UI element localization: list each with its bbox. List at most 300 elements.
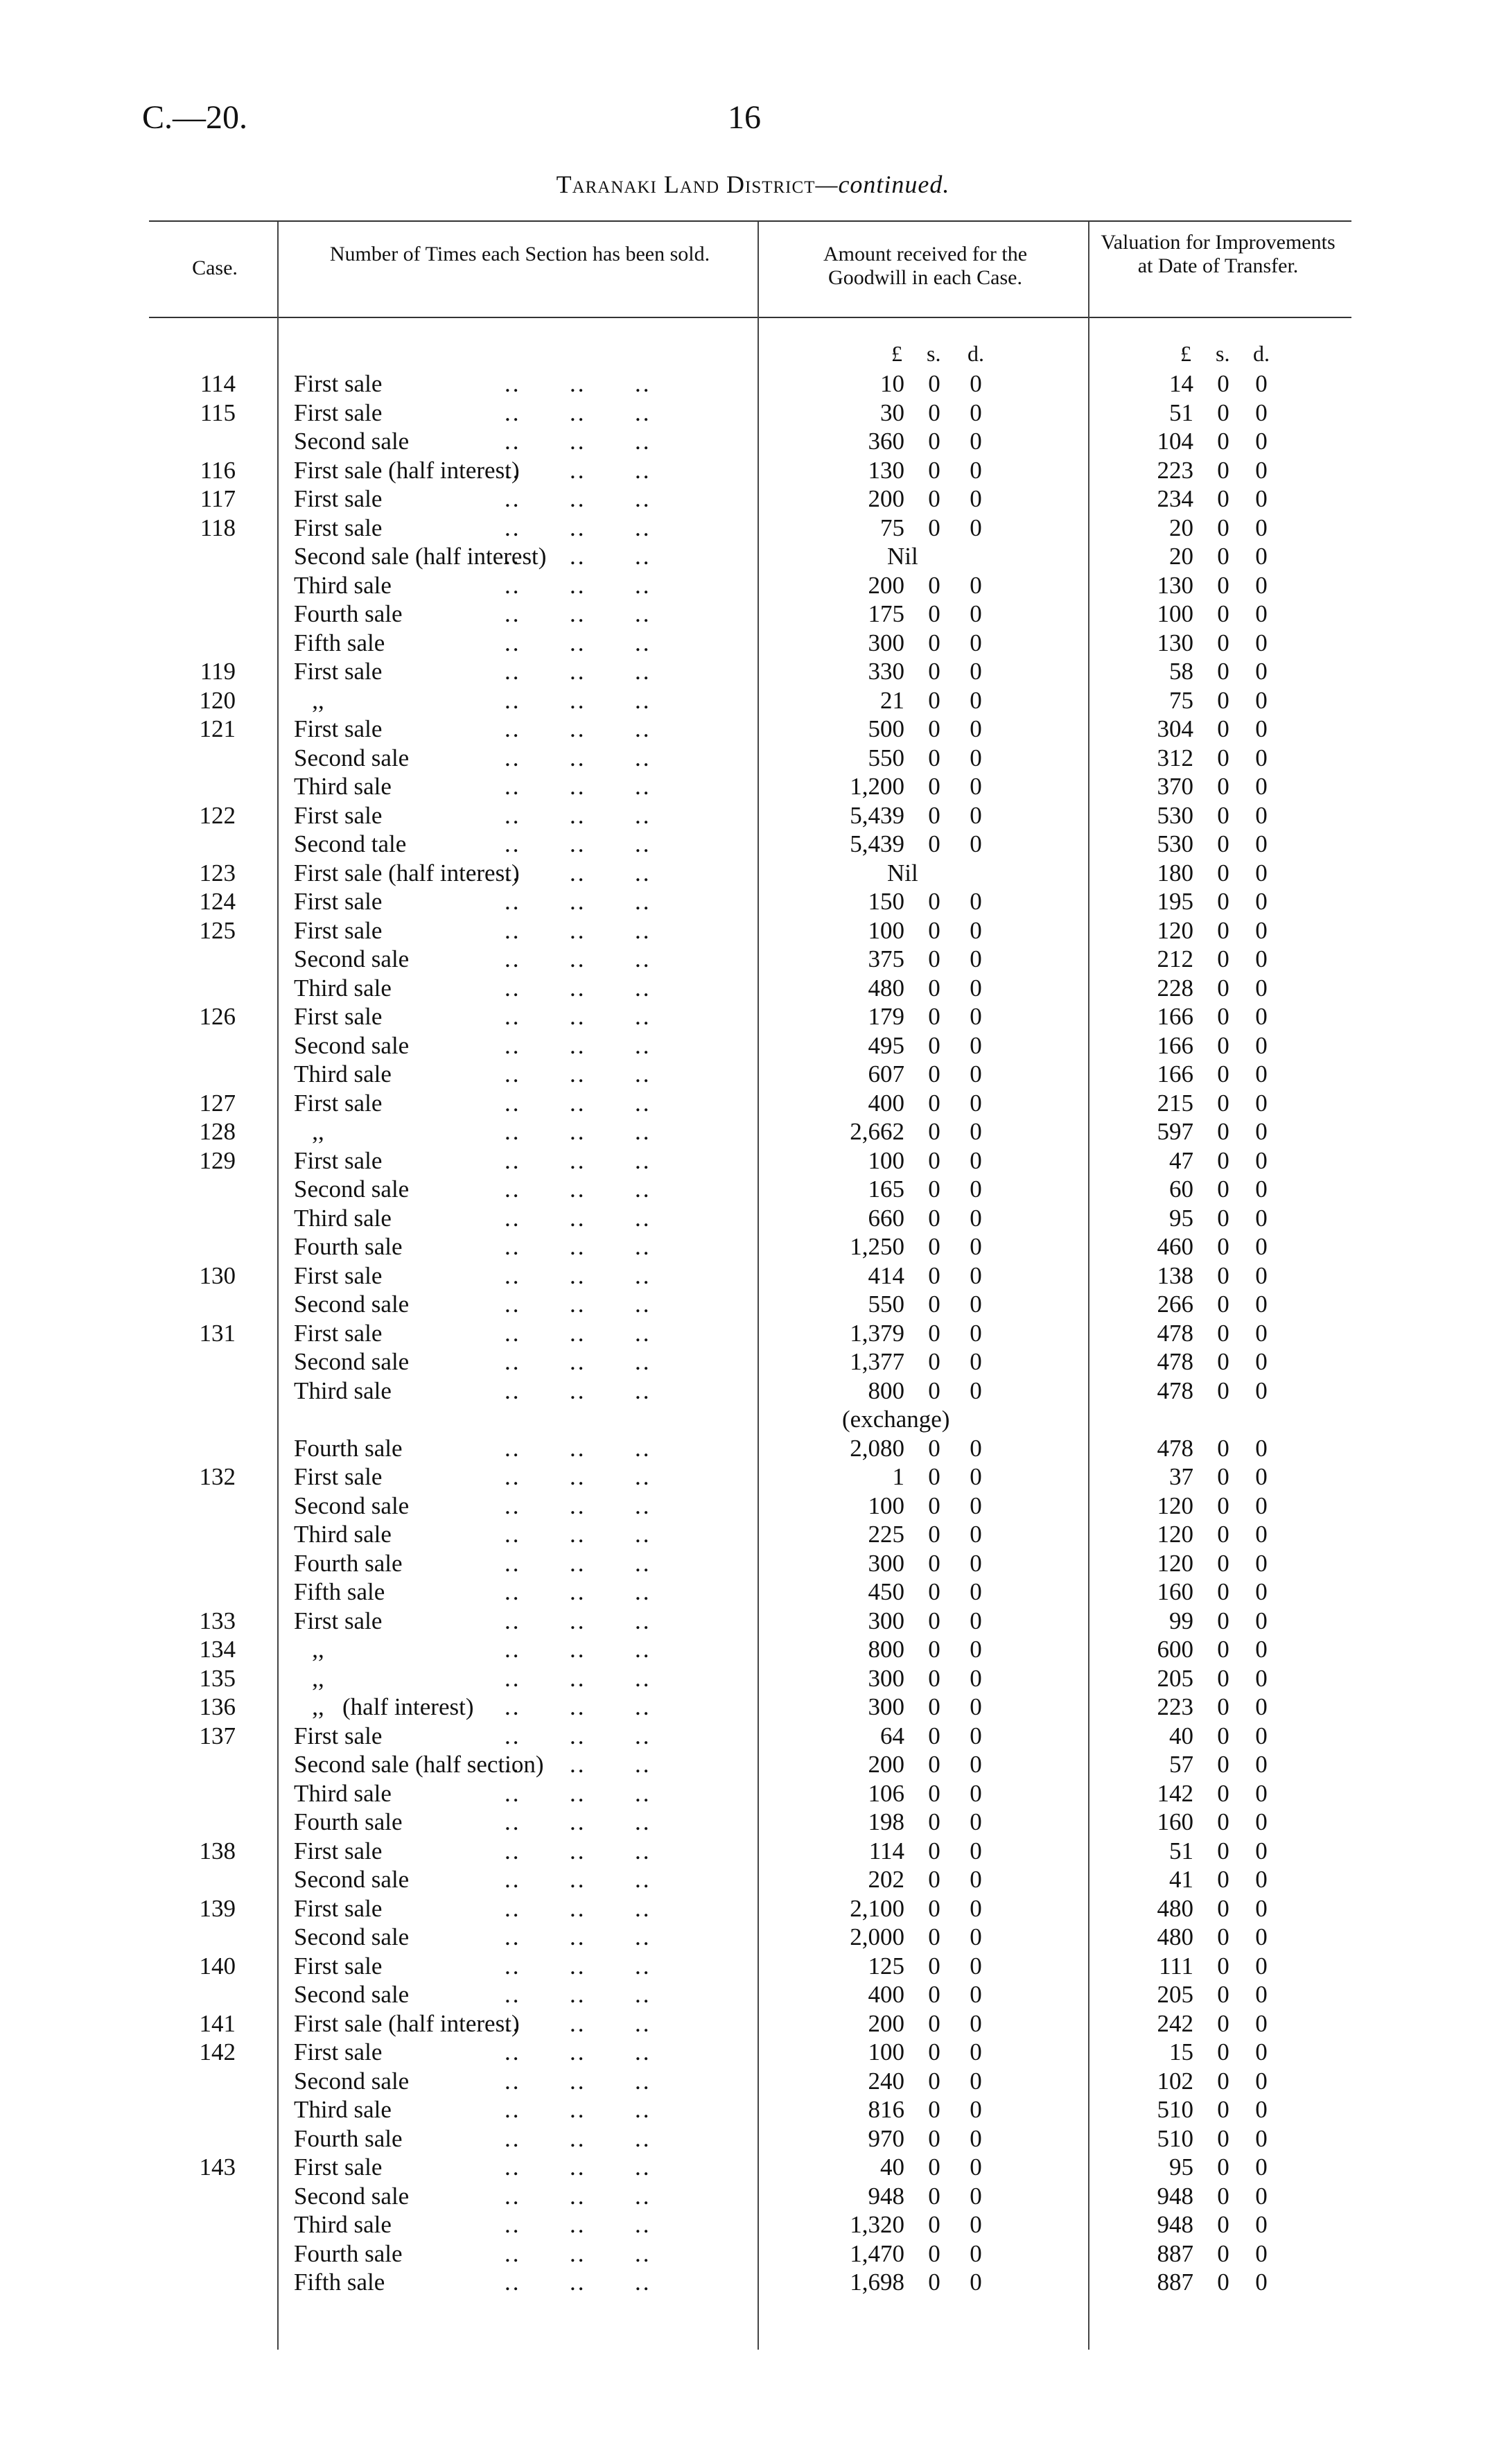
table-row	[0, 1204, 1506, 1233]
valuation-shillings: 0	[1217, 1923, 1229, 1950]
table-row	[0, 916, 1506, 945]
case-number: 130	[199, 1261, 236, 1289]
sale-description: First sale	[294, 1319, 383, 1347]
valuation-shillings: 0	[1217, 974, 1229, 1002]
table-row	[0, 2067, 1506, 2096]
sale-description: Second sale	[294, 1291, 410, 1318]
table-row	[0, 1492, 1506, 1521]
goodwill-shillings: 0	[928, 428, 940, 455]
leader-dots	[505, 1089, 651, 1118]
goodwill-shillings: 0	[928, 1291, 940, 1318]
valuation-pence: 0	[1255, 1146, 1268, 1174]
case-number: 117	[200, 485, 236, 512]
valuation-pounds: 160	[1157, 1578, 1193, 1605]
valuation-pounds: 51	[1169, 1837, 1193, 1864]
goodwill-pounds: 114	[868, 1837, 904, 1864]
goodwill-pounds: 10	[880, 370, 904, 397]
goodwill-pence: 0	[970, 1031, 982, 1059]
goodwill-shillings: 0	[928, 2211, 940, 2238]
sale-description: Second sale	[294, 428, 410, 455]
valuation-shillings: 0	[1217, 1521, 1229, 1548]
goodwill-shillings: 0	[928, 1779, 940, 1807]
goodwill-pence: 0	[970, 1607, 982, 1634]
goodwill-shillings: 0	[928, 686, 940, 714]
valuation-pence: 0	[1255, 1952, 1268, 1980]
valuation-shillings: 0	[1217, 945, 1229, 972]
goodwill-shillings: 0	[928, 1952, 940, 1980]
valuation-shillings: 0	[1217, 1031, 1229, 1059]
valuation-pence: 0	[1255, 974, 1268, 1002]
valuation-pounds: 223	[1157, 456, 1193, 484]
table-row	[0, 542, 1506, 571]
goodwill-shillings: 0	[928, 1176, 940, 1203]
leader-dots	[505, 1520, 651, 1549]
sale-description: Third sale	[294, 2211, 392, 2238]
sale-description: Third sale	[294, 974, 392, 1002]
valuation-pence: 0	[1255, 1003, 1268, 1030]
valuation-pounds: 312	[1157, 744, 1193, 771]
leader-dots	[505, 715, 651, 744]
sale-description: First sale	[294, 1607, 383, 1634]
goodwill-pounds: 1,200	[850, 773, 904, 800]
goodwill-pence: 0	[970, 2239, 982, 2267]
valuation-pence: 0	[1255, 773, 1268, 800]
valuation-pence: 0	[1255, 1636, 1268, 1663]
case-number: 126	[199, 1003, 236, 1030]
valuation-pounds: 510	[1157, 2124, 1193, 2152]
valuation-shillings: 0	[1217, 1578, 1229, 1605]
goodwill-pounds: 40	[880, 2153, 904, 2181]
goodwill-pence: 0	[970, 1291, 982, 1318]
valuation-shillings: 0	[1217, 1118, 1229, 1145]
col-head-times-sold: Number of Times each Section has been sold.	[329, 243, 710, 265]
goodwill-pence: 0	[970, 1808, 982, 1835]
case-number: 119	[200, 658, 236, 685]
valuation-pence: 0	[1255, 514, 1268, 541]
goodwill-shillings: 0	[928, 2239, 940, 2267]
goodwill-pounds: 30	[880, 399, 904, 426]
sale-description: First sale	[294, 2153, 383, 2181]
valuation-pounds: 58	[1169, 658, 1193, 685]
goodwill-pence: 0	[970, 1981, 982, 2008]
sale-description: Fourth sale	[294, 2124, 403, 2152]
sale-description: First sale (half interest)	[294, 456, 520, 484]
goodwill-pounds: 948	[868, 2182, 904, 2210]
sale-description: Fourth sale	[294, 1808, 403, 1835]
goodwill-pounds: 550	[868, 1291, 904, 1318]
valuation-shillings: 0	[1217, 2182, 1229, 2210]
goodwill-pounds: (exchange)	[842, 1406, 950, 1433]
valuation-pounds: 37	[1169, 1463, 1193, 1490]
table-row	[0, 1060, 1506, 1089]
valuation-pence: 0	[1255, 2153, 1268, 2181]
goodwill-shillings: 0	[928, 916, 940, 944]
goodwill-pounds: 495	[868, 1031, 904, 1059]
table-row	[0, 399, 1506, 428]
valuation-pounds: 166	[1157, 1031, 1193, 1059]
table-row	[0, 2239, 1506, 2269]
table-row	[0, 1377, 1506, 1406]
table-row	[0, 484, 1506, 514]
valuation-pence: 0	[1255, 1319, 1268, 1347]
valuation-pounds: 14	[1169, 370, 1193, 397]
valuation-shillings: 0	[1217, 2009, 1229, 2037]
leader-dots	[505, 1980, 651, 2009]
sale-description: Second sale	[294, 1981, 410, 2008]
valuation-pence: 0	[1255, 543, 1268, 570]
goodwill-pounds: 200	[868, 1751, 904, 1778]
valuation-pounds: 104	[1157, 428, 1193, 455]
case-number: 137	[199, 1722, 236, 1749]
sale-description: Fifth sale	[294, 629, 385, 656]
goodwill-pence: 0	[970, 2153, 982, 2181]
goodwill-pence: 0	[970, 1146, 982, 1174]
valuation-shillings: 0	[1217, 2124, 1229, 2152]
leader-dots	[505, 2239, 651, 2269]
goodwill-pence: 0	[970, 1434, 982, 1462]
goodwill-pence: 0	[970, 1261, 982, 1289]
valuation-pence: 0	[1255, 600, 1268, 627]
valuation-pence: 0	[1255, 1779, 1268, 1807]
valuation-pounds: 57	[1169, 1751, 1193, 1778]
goodwill-pence: 0	[970, 1060, 982, 1087]
table-row	[0, 1894, 1506, 1923]
leader-dots	[505, 1664, 651, 1693]
goodwill-pence: 0	[970, 1722, 982, 1749]
goodwill-pence: 0	[970, 1837, 982, 1864]
goodwill-pounds: 100	[868, 1146, 904, 1174]
sale-description: First sale	[294, 715, 383, 742]
sale-description: Second sale	[294, 1492, 410, 1519]
valuation-shillings: 0	[1217, 744, 1229, 771]
valuation-pounds: 51	[1169, 399, 1193, 426]
valuation-pounds: 530	[1157, 801, 1193, 829]
table-row	[0, 744, 1506, 773]
goodwill-pounds: 165	[868, 1176, 904, 1203]
valuation-pounds: 478	[1157, 1377, 1193, 1404]
valuation-pence: 0	[1255, 1204, 1268, 1232]
valuation-pounds: 195	[1157, 888, 1193, 915]
valuation-pounds: 120	[1157, 1492, 1193, 1519]
valuation-pounds: 510	[1157, 2096, 1193, 2123]
goodwill-pence: 0	[970, 916, 982, 944]
leader-dots	[505, 1578, 651, 1607]
goodwill-pounds: 330	[868, 658, 904, 685]
valuation-pence: 0	[1255, 1751, 1268, 1778]
goodwill-pence: 0	[970, 658, 982, 685]
goodwill-pounds: 607	[868, 1060, 904, 1087]
table-row	[0, 1837, 1506, 1866]
goodwill-shillings: 0	[928, 1204, 940, 1232]
goodwill-pence: 0	[970, 715, 982, 742]
leader-dots	[505, 1750, 651, 1779]
goodwill-pounds: 198	[868, 1808, 904, 1835]
valuation-pence: 0	[1255, 1808, 1268, 1835]
goodwill-shillings-unit: s.	[927, 341, 941, 366]
case-number: 128	[199, 1118, 236, 1145]
table-row	[0, 1146, 1506, 1176]
valuation-pence: 0	[1255, 571, 1268, 599]
goodwill-pounds: 200	[868, 2009, 904, 2037]
table-row	[0, 1117, 1506, 1146]
goodwill-shillings: 0	[928, 1463, 940, 1490]
valuation-shillings: 0	[1217, 801, 1229, 829]
leader-dots	[505, 399, 651, 428]
valuation-shillings: 0	[1217, 1607, 1229, 1634]
leader-dots	[505, 1290, 651, 1319]
valuation-pence: 0	[1255, 2038, 1268, 2065]
sale-description: First sale (half interest)	[294, 859, 520, 886]
leader-dots	[505, 1693, 651, 1722]
goodwill-pence: 0	[970, 1176, 982, 1203]
sale-description: Third sale	[294, 1779, 392, 1807]
table-row	[0, 2268, 1506, 2297]
valuation-shillings: 0	[1217, 773, 1229, 800]
leader-dots	[505, 1434, 651, 1463]
goodwill-pounds: 106	[868, 1779, 904, 1807]
sale-description: First sale	[294, 888, 383, 915]
case-number: 133	[199, 1607, 236, 1634]
leader-dots	[505, 571, 651, 600]
goodwill-shillings: 0	[928, 629, 940, 656]
goodwill-pounds: 500	[868, 715, 904, 742]
goodwill-pounds: 202	[868, 1866, 904, 1893]
goodwill-shillings: 0	[928, 1377, 940, 1404]
valuation-shillings: 0	[1217, 1060, 1229, 1087]
sale-description: ,,	[294, 1118, 324, 1145]
goodwill-shillings: 0	[928, 1089, 940, 1117]
table-row	[0, 2124, 1506, 2153]
goodwill-pence: 0	[970, 1204, 982, 1232]
goodwill-shillings: 0	[928, 1434, 940, 1462]
goodwill-shillings: 0	[928, 399, 940, 426]
goodwill-pence: 0	[970, 2182, 982, 2210]
goodwill-pounds: 100	[868, 916, 904, 944]
valuation-pence: 0	[1255, 1118, 1268, 1145]
table-row	[0, 1923, 1506, 1952]
sale-description: Third sale	[294, 773, 392, 800]
goodwill-pence: 0	[970, 629, 982, 656]
goodwill-shillings: 0	[928, 370, 940, 397]
sale-description: First sale	[294, 1146, 383, 1174]
table-row	[0, 2210, 1506, 2239]
valuation-pence: 0	[1255, 1176, 1268, 1203]
valuation-pence: 0	[1255, 1463, 1268, 1490]
goodwill-shillings: 0	[928, 2153, 940, 2181]
valuation-shillings: 0	[1217, 1779, 1229, 1807]
valuation-pounds: 138	[1157, 1261, 1193, 1289]
valuation-pounds: 480	[1157, 1894, 1193, 1922]
goodwill-pounds: 150	[868, 888, 904, 915]
valuation-shillings: 0	[1217, 1377, 1229, 1404]
sale-description: ,,	[294, 1664, 324, 1692]
leader-dots	[505, 1894, 651, 1923]
goodwill-pounds: 2,000	[850, 1923, 904, 1950]
goodwill-pence: 0	[970, 1233, 982, 1260]
leader-dots	[505, 744, 651, 773]
case-number: 132	[199, 1463, 236, 1490]
table-row	[0, 715, 1506, 744]
case-number: 139	[199, 1894, 236, 1922]
valuation-pounds: 480	[1157, 1923, 1193, 1950]
table-row	[0, 1175, 1506, 1204]
table-row	[0, 1635, 1506, 1664]
goodwill-pounds: 300	[868, 629, 904, 656]
valuation-pounds: 478	[1157, 1434, 1193, 1462]
goodwill-pounds: 179	[868, 1003, 904, 1030]
valuation-shillings: 0	[1217, 1233, 1229, 1260]
case-number: 120	[199, 686, 236, 714]
goodwill-pence: 0	[970, 686, 982, 714]
leader-dots	[505, 2009, 651, 2038]
sale-description: First sale	[294, 1003, 383, 1030]
sale-description: First sale	[294, 1952, 383, 1980]
leader-dots	[505, 427, 651, 456]
goodwill-pounds: Nil	[887, 543, 918, 570]
valuation-pounds: 47	[1169, 1146, 1193, 1174]
title-district: Taranaki Land District	[556, 171, 816, 198]
leader-dots	[505, 2124, 651, 2153]
valuation-pence: 0	[1255, 485, 1268, 512]
valuation-pounds: 166	[1157, 1003, 1193, 1030]
sale-description: Second sale	[294, 1866, 410, 1893]
sale-description: First sale	[294, 1089, 383, 1117]
goodwill-shillings: 0	[928, 2124, 940, 2152]
leader-dots	[505, 369, 651, 399]
valuation-pence: 0	[1255, 1521, 1268, 1548]
case-number: 140	[199, 1952, 236, 1980]
goodwill-pence: 0	[970, 1693, 982, 1720]
goodwill-pounds: 2,662	[850, 1118, 904, 1145]
valuation-pence: 0	[1255, 1492, 1268, 1519]
valuation-shillings: 0	[1217, 514, 1229, 541]
goodwill-pounds: 100	[868, 2038, 904, 2065]
leader-dots	[505, 542, 651, 571]
leader-dots	[505, 514, 651, 543]
leader-dots	[505, 2182, 651, 2211]
document-reference: C.—20.	[142, 99, 248, 136]
case-number: 121	[199, 715, 236, 742]
leader-dots	[505, 2268, 651, 2297]
valuation-shillings: 0	[1217, 1434, 1229, 1462]
table-row	[0, 830, 1506, 859]
valuation-pence: 0	[1255, 1089, 1268, 1117]
goodwill-pence: 0	[970, 1089, 982, 1117]
valuation-pounds: 205	[1157, 1664, 1193, 1692]
goodwill-pounds: 200	[868, 485, 904, 512]
goodwill-shillings: 0	[928, 1923, 940, 1950]
sale-description: Third sale	[294, 2096, 392, 2123]
table-row	[0, 1462, 1506, 1492]
valuation-pounds: 15	[1169, 2038, 1193, 2065]
sale-description: First sale	[294, 514, 383, 541]
table-row	[0, 2009, 1506, 2038]
valuation-pence: 0	[1255, 1434, 1268, 1462]
goodwill-shillings: 0	[928, 514, 940, 541]
goodwill-pounds: 5,439	[850, 830, 904, 857]
valuation-shillings: 0	[1217, 428, 1229, 455]
leader-dots	[505, 1865, 651, 1894]
case-number: 116	[200, 456, 236, 484]
valuation-shillings: 0	[1217, 1866, 1229, 1893]
table-row	[0, 1434, 1506, 1463]
sale-description: First sale	[294, 2038, 383, 2065]
valuation-pounds: 75	[1169, 686, 1193, 714]
goodwill-pence: 0	[970, 1578, 982, 1605]
leader-dots	[505, 830, 651, 859]
valuation-pounds: 223	[1157, 1693, 1193, 1720]
goodwill-pence: 0	[970, 1894, 982, 1922]
goodwill-shillings: 0	[928, 715, 940, 742]
valuation-pounds: 100	[1157, 600, 1193, 627]
table-row	[0, 1779, 1506, 1808]
valuation-pence: 0	[1255, 830, 1268, 857]
valuation-shillings: 0	[1217, 1204, 1229, 1232]
valuation-shillings: 0	[1217, 571, 1229, 599]
case-number: 125	[199, 916, 236, 944]
goodwill-pounds: 450	[868, 1578, 904, 1605]
goodwill-pence: 0	[970, 2096, 982, 2123]
valuation-shillings: 0	[1217, 1952, 1229, 1980]
goodwill-pounds: 970	[868, 2124, 904, 2152]
leader-dots	[505, 686, 651, 715]
case-number: 124	[199, 888, 236, 915]
valuation-shillings: 0	[1217, 456, 1229, 484]
title-continued: —continued.	[815, 171, 950, 198]
goodwill-pounds: 300	[868, 1693, 904, 1720]
goodwill-shillings: 0	[928, 1693, 940, 1720]
valuation-shillings: 0	[1217, 2067, 1229, 2095]
goodwill-shillings: 0	[928, 744, 940, 771]
goodwill-pounds: 100	[868, 1492, 904, 1519]
valuation-shillings: 0	[1217, 888, 1229, 915]
goodwill-pounds: 816	[868, 2096, 904, 2123]
goodwill-pounds: Nil	[887, 859, 918, 886]
valuation-shillings: 0	[1217, 1089, 1229, 1117]
leader-dots	[505, 772, 651, 801]
sale-description: First sale	[294, 658, 383, 685]
goodwill-shillings: 0	[928, 2269, 940, 2296]
goodwill-shillings: 0	[928, 1808, 940, 1835]
goodwill-pence: 0	[970, 2067, 982, 2095]
leader-dots	[505, 1808, 651, 1837]
valuation-pence: 0	[1255, 2124, 1268, 2152]
valuation-pence: 0	[1255, 1866, 1268, 1893]
leader-dots	[505, 1549, 651, 1578]
goodwill-pounds: 1,470	[850, 2239, 904, 2267]
case-number: 131	[199, 1319, 236, 1347]
goodwill-pence: 0	[970, 1923, 982, 1950]
table-row	[0, 1722, 1506, 1751]
valuation-shillings: 0	[1217, 1751, 1229, 1778]
valuation-pence: 0	[1255, 1894, 1268, 1922]
goodwill-shillings: 0	[928, 945, 940, 972]
case-number: 142	[199, 2038, 236, 2065]
valuation-pounds: 60	[1169, 1176, 1193, 1203]
valuation-pounds: 597	[1157, 1118, 1193, 1145]
goodwill-shillings: 0	[928, 658, 940, 685]
valuation-pounds: 120	[1157, 1549, 1193, 1577]
valuation-pounds: 41	[1169, 1866, 1193, 1893]
valuation-pence: 0	[1255, 715, 1268, 742]
valuation-shillings: 0	[1217, 370, 1229, 397]
goodwill-pence: 0	[970, 2211, 982, 2238]
table-row	[0, 1750, 1506, 1779]
case-number: 115	[200, 399, 236, 426]
goodwill-pence: 0	[970, 1751, 982, 1778]
valuation-pence: 0	[1255, 916, 1268, 944]
leader-dots	[505, 1261, 651, 1291]
